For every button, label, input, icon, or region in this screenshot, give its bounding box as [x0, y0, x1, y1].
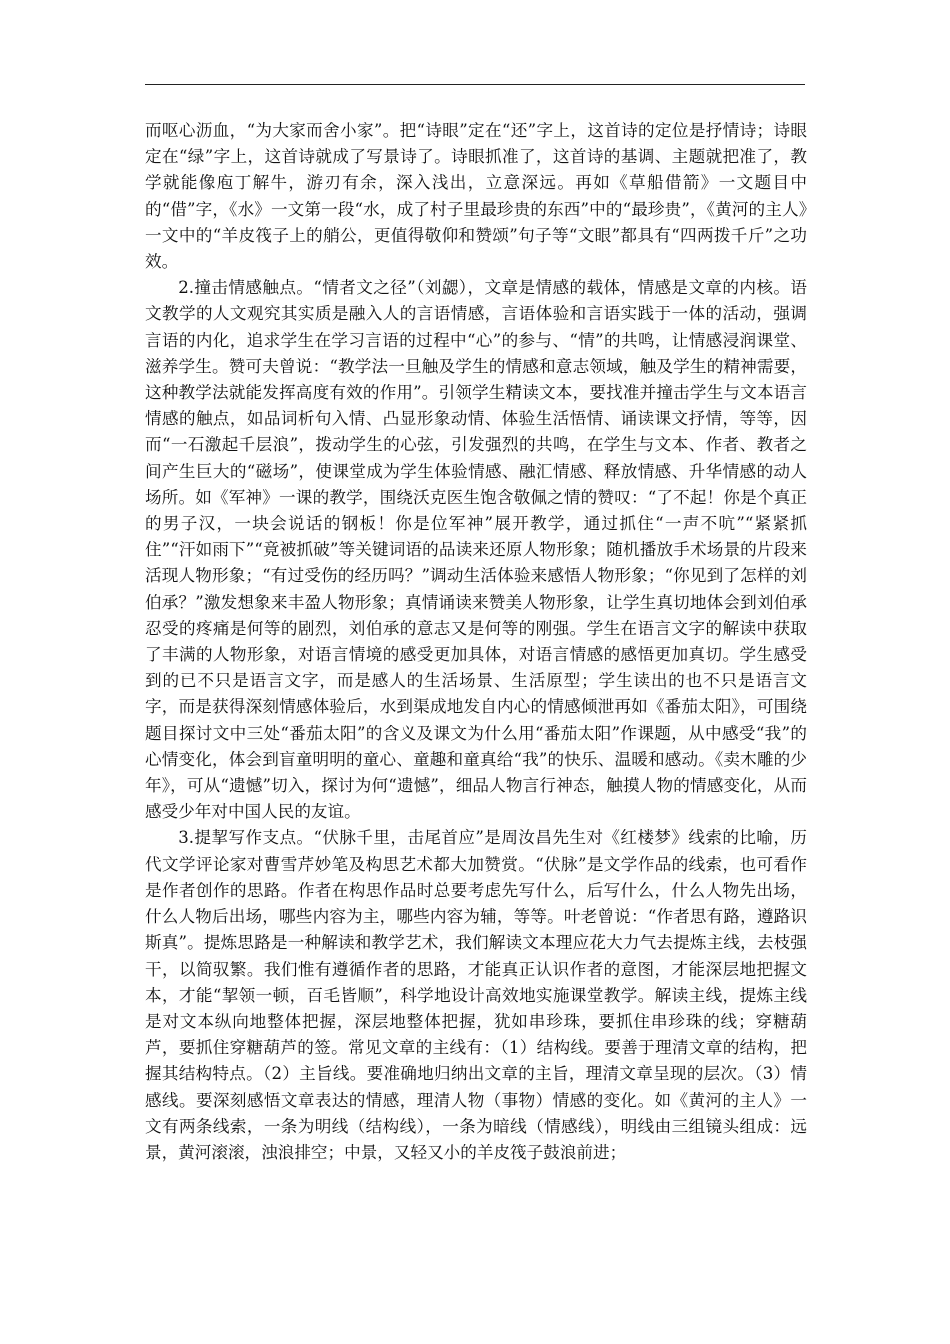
paragraph-writing-fulcrum: 3.提挈写作支点。“伏脉千里，击尾首应”是周汝昌先生对《红楼梦》线索的比喻，历代文学评论家对曹雪芹妙笔及构思艺术都大加赞赏。“伏脉”是文学作品的线索，也可看作是作者创作的思路。作者在构思作品时总要考虑先写什么，后写什么，什么人物先出场，什么人物后出场，哪些内容为主，哪些内容为辅，等等。叶老曾说：“作者思有路，遵路识斯真”。提炼思路是一种解读和教学艺术，我们解读文本理应花大力气去提炼主线，去枝强干，以简驭繁。我们惟有遵循作者的思路，才能真正认识作者的意图，才能深层地把握文本，才能“挈领一顿，百毛皆顺”，科学地设计高效地实施课堂教学。解读主线，提炼主线是对文本纵向地整体把握，深层地整体把握，犹如串珍珠，要抓住串珍珠的线；穿糖葫芦，要抓住穿糖葫芦的签。常见文章的主线有：（1）结构线。要善于理清文章的结构，把握其结构特点。（2）主旨线。要准确地归纳出文章的主旨，理清文章呈现的层次。（3）情感线。要深刻感悟文章表达的情感，理清人物（事物）情感的变化。如《黄河的主人》一文有两条线索，一条为明线（结构线），一条为暗线（情感线），明线由三组镜头组成：远景，黄河滚滚，浊浪排空；中景，又轻又小的羊皮筏子鼓浪前进；	[145, 828, 807, 1162]
paragraph-continuation: 而呕心沥血，“为大家而舍小家”。把“诗眼”定在“还”字上，这首诗的定位是抒情诗；诗眼定在“绿”字上，这首诗就成了写景诗了。诗眼抓准了，这首诗的基调、主题就把准了，教学就能像庖丁解牛，游刃有余，深入浅出，立意深远。再如《草船借箭》一文题目中的“借”字，《水》一文第一段“水，成了村子里最珍贵的东西”中的“最珍贵”，《黄河的主人》一文中的“羊皮筏子上的艄公，更值得敬仰和赞颂”句子等“文眼”都具有“四两拨千斤”之功效。	[145, 121, 807, 272]
header-rule	[145, 84, 805, 85]
paragraph-emotion-touchpoint: 2.撞击情感触点。“情者文之径”（刘勰），文章是情感的载体，情感是文章的内核。语文教学的人文观究其实质是融入人的言语情感，言语体验和言语实践于一体的活动，强调言语的内化，追求学生在学习言语的过程中“心”的参与、“情”的共鸣，让情感浸润课堂、滋养学生。赞可夫曾说：“教学法一旦触及学生的情感和意志领域，触及学生的精神需要，这种教学法就能发挥高度有效的作用”。引领学生精读文本，要找准并撞击学生与文本语言情感的触点，如品词析句入情、凸显形象动情、体验生活悟情、诵读课文抒情，等等，因而“一石激起千层浪”，拨动学生的心弦，引发强烈的共鸣，在学生与文本、作者、教者之间产生巨大的“磁场”，使课堂成为学生体验情感、融汇情感、释放情感、升华情感的动人场所。如《军神》一课的教学，围绕沃克医生饱含敬佩之情的赞叹：“了不起！你是个真正的男子汉，一块会说话的钢板！你是位军神”展开教学，通过抓住“一声不吭”“紧紧抓住”“汗如雨下”“竟被抓破”等关键词语的品读来还原人物形象；随机播放手术场景的片段来活现人物形象；“有过受伤的经历吗？”调动生活体验来感悟人物形象；“你见到了怎样的刘伯承？”激发想象来丰盈人物形象；真情诵读来赞美人物形象，让学生真切地体会到刘伯承忍受的疼痛是何等的剧烈，刘伯承的意志又是何等的刚强。学生在语言文字的解读中获取了丰满的人物形象，对语言情境的感受更加具体，对语言情感的感悟更加真切。学生感受到的已不只是语言文字，而是感人的生活场景、生活原型；学生读出的也不只是语言文字，而是获得深刻情感体验后，水到渠成地发自内心的情感倾泄再如《番茄太阳》，可围绕题目探讨文中三处“番茄太阳”的含义及课文为什么用“番茄太阳”作课题，从中感受“我”的心情变化，体会到盲童明明的童心、童趣和童真给“我”的快乐、温暖和感动。《卖木雕的少年》，可从“遗憾”切入，探讨为何“遗憾”，细品人物言行神态，触摸人物的情感变化，从而感受少年对中国人民的友谊。	[145, 278, 807, 822]
body-text	[145, 118, 807, 1166]
